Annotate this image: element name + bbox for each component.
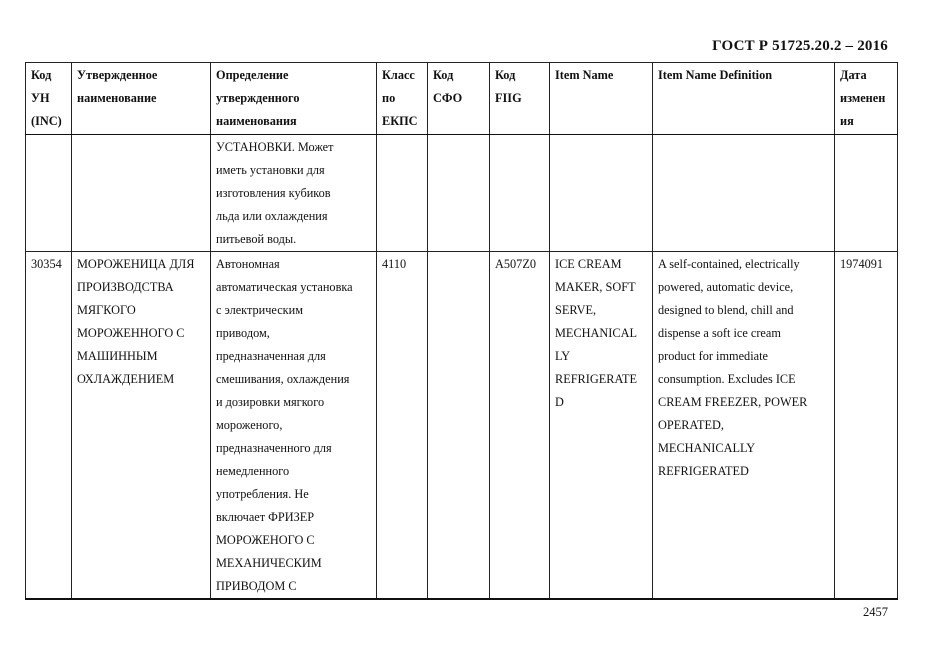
cell-line: A507Z0 (495, 257, 536, 271)
header-line: изменен (840, 91, 886, 105)
header-definition (211, 63, 377, 135)
cell-line: предназначенная для (216, 349, 326, 363)
cell-line: D (555, 395, 564, 409)
cell-line: МОРОЖЕНОГО С (216, 533, 315, 547)
header-line: наименования (216, 114, 297, 128)
cell-line: УСТАНОВКИ. Может (216, 140, 334, 154)
cell-line: автоматическая установка (216, 280, 353, 294)
cell-line: питьевой воды. (216, 232, 297, 246)
table-row (26, 252, 898, 600)
table-row (26, 135, 898, 252)
header-item-name-definition (653, 63, 835, 135)
header-item-name (550, 63, 653, 135)
header-line: по (382, 91, 396, 105)
cell-line: REFRIGERATED (658, 464, 749, 478)
header-line: СФО (433, 91, 463, 105)
cell-sfo-code (428, 135, 490, 252)
cell-line: МОРОЖЕННОГО С (77, 326, 185, 340)
header-line: УН (31, 91, 50, 105)
table-header-row (26, 63, 898, 135)
cell-fiig-code (490, 135, 550, 252)
cell-definition (211, 135, 377, 252)
cell-change-date (835, 135, 898, 252)
cell-line: ICE CREAM (555, 257, 622, 271)
header-sfo-code (428, 63, 490, 135)
cell-item-name-definition (653, 135, 835, 252)
cell-line: OPERATED, (658, 418, 724, 432)
cell-class-ekps (377, 252, 428, 600)
cell-line: consumption. Excludes ICE (658, 372, 796, 386)
cell-line: МОРОЖЕНИЦА ДЛЯ (77, 257, 195, 271)
cell-line: ПРИВОДОМ С (216, 579, 297, 593)
cell-line: powered, automatic device, (658, 280, 794, 294)
document-code: ГОСТ Р 51725.20.2 – 2016 (712, 38, 888, 54)
cell-line: ОХЛАЖДЕНИЕМ (77, 372, 175, 386)
header-fiig-code (490, 63, 550, 135)
table-body (26, 135, 898, 600)
cell-line: MECHANICALLY (658, 441, 756, 455)
header-line: Item Name Definition (658, 68, 773, 82)
cell-fiig-code (490, 252, 550, 600)
cell-definition (211, 252, 377, 600)
header-line: утвержденного (216, 91, 300, 105)
cell-line: REFRIGERATE (555, 372, 637, 386)
cell-line: dispense a soft ice cream (658, 326, 781, 340)
cell-item-name (550, 135, 653, 252)
header-inc (26, 63, 72, 135)
cell-line: изготовления кубиков (216, 186, 331, 200)
header-line: Код (495, 68, 516, 82)
cell-line: product for immediate (658, 349, 768, 363)
header-line: Код (31, 68, 52, 82)
page-number: 2457 (863, 605, 888, 619)
header-line: ЕКПС (382, 114, 418, 128)
cell-line: немедленного (216, 464, 290, 478)
cell-line: приводом, (216, 326, 270, 340)
header-line: (INC) (31, 114, 62, 128)
header-change-date (835, 63, 898, 135)
cell-class-ekps (377, 135, 428, 252)
header-line: Утвержденное (77, 68, 158, 82)
header-line: FIIG (495, 91, 522, 105)
cell-line: Автономная (216, 257, 280, 271)
header-line: Код (433, 68, 454, 82)
cell-line: 30354 (31, 257, 62, 271)
header-line: ия (840, 114, 854, 128)
cell-line: A self-contained, electrically (658, 257, 800, 271)
cell-approved-name (72, 252, 211, 600)
cell-line: и дозировки мягкого (216, 395, 325, 409)
cell-line: льда или охлаждения (216, 209, 328, 223)
cell-inc (26, 252, 72, 600)
cell-change-date (835, 252, 898, 600)
header-line: Класс (382, 68, 415, 82)
header-class-ekps (377, 63, 428, 135)
cell-line: смешивания, охлаждения (216, 372, 350, 386)
cell-line: ПРОИЗВОДСТВА (77, 280, 174, 294)
cell-line: мороженого, (216, 418, 283, 432)
cell-line: употребления. Не (216, 487, 309, 501)
cell-line: МЕХАНИЧЕСКИМ (216, 556, 322, 570)
cell-line: с электрическим (216, 303, 303, 317)
catalog-table (25, 62, 898, 600)
cell-item-name-definition (653, 252, 835, 600)
header-line: Определение (216, 68, 289, 82)
cell-line: MECHANICAL (555, 326, 637, 340)
header-line: Item Name (555, 68, 614, 82)
cell-line: МАШИННЫМ (77, 349, 158, 363)
cell-line: 4110 (382, 257, 407, 271)
header-line: Дата (840, 68, 867, 82)
cell-sfo-code (428, 252, 490, 600)
cell-line: включает ФРИЗЕР (216, 510, 315, 524)
cell-line: МЯГКОГО (77, 303, 136, 317)
cell-line: designed to blend, chill and (658, 303, 794, 317)
cell-item-name (550, 252, 653, 600)
cell-line: иметь установки для (216, 163, 325, 177)
header-line: наименование (77, 91, 157, 105)
cell-line: SERVE, (555, 303, 597, 317)
cell-line: предназначенного для (216, 441, 332, 455)
cell-line: MAKER, SOFT (555, 280, 636, 294)
cell-line: CREAM FREEZER, POWER (658, 395, 808, 409)
cell-approved-name (72, 135, 211, 252)
cell-inc (26, 135, 72, 252)
header-approved-name (72, 63, 211, 135)
cell-line: LY (555, 349, 571, 363)
cell-line: 1974091 (840, 257, 884, 271)
